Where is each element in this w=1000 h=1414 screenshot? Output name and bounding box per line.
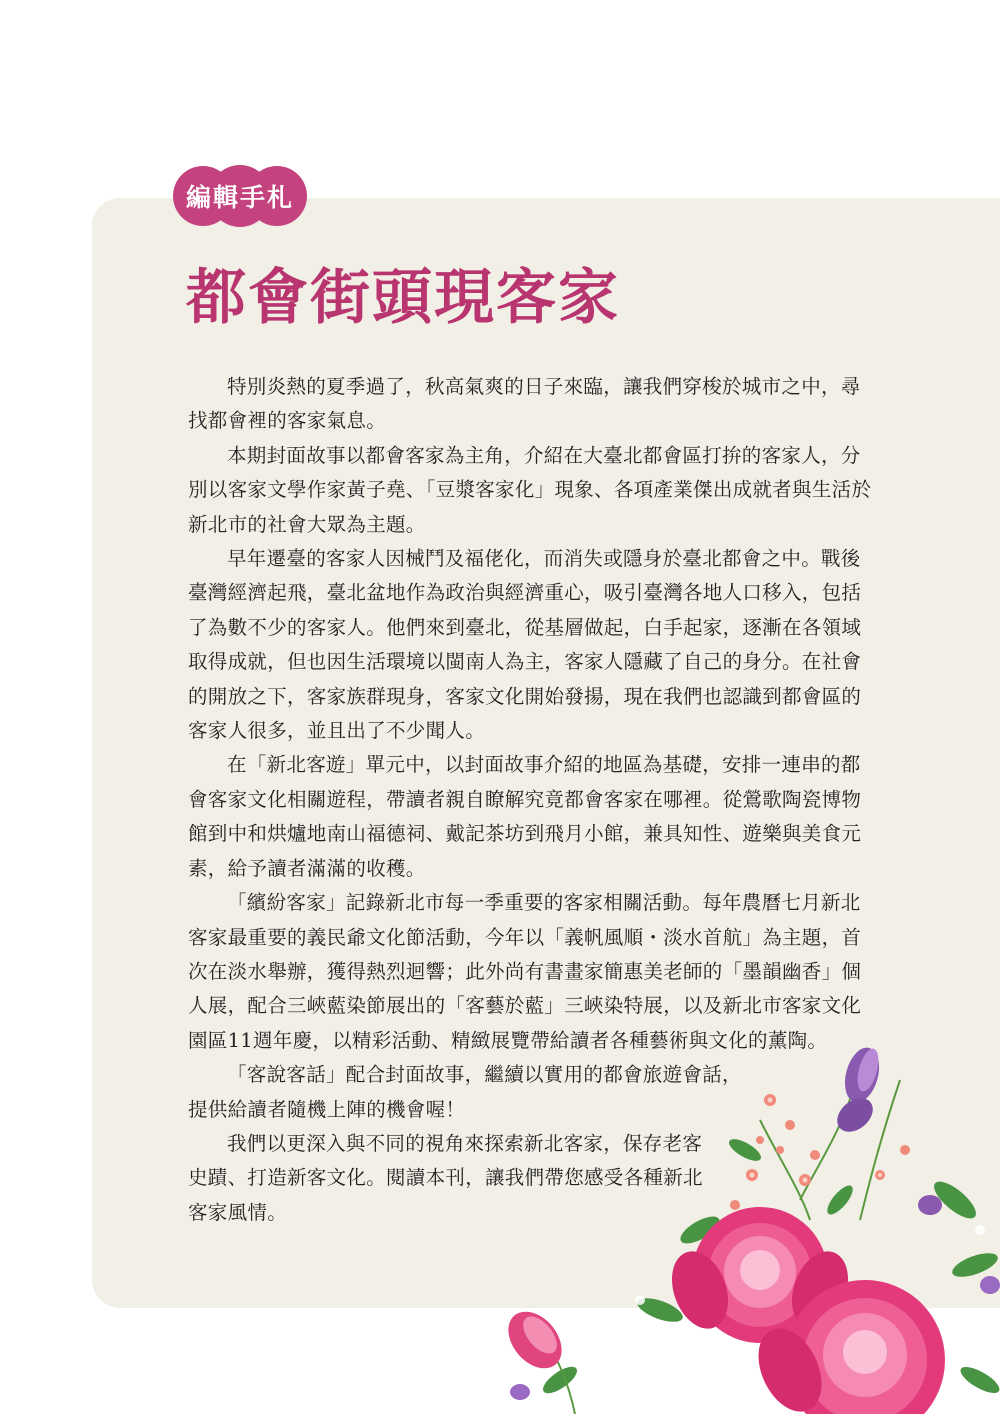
column-label: 編輯手札 <box>185 183 294 212</box>
paragraph: 「繽紛客家」記錄新北市每一季重要的客家相關活動。每年農曆七月新北客家最重要的義民爺文化節活動，今年以「義帆風順・淡水首航」為主題，首次在淡水舉辦，獲得熱烈迴響；此外尚有書畫家簡惠美老師的「墨韻幽香」個人展，配合三峽藍染節展出的「客藝於藍」三峽染特展，以及新北市客家文化園區11週年慶，以精彩活動、精緻展覽帶給讀者各種藝術與文化的薰陶。 <box>188 891 862 1052</box>
article-title: 都會街頭現客家 <box>186 263 620 333</box>
paragraph: 「客說客話」配合封面故事，繼續以實用的都會旅遊會話，提供給讀者隨機上陣的機會喔！ <box>188 1063 742 1121</box>
paragraph: 在「新北客遊」單元中，以封面故事介紹的地區為基礎，安排一連串的都會客家文化相關遊程，帶讀者親自瞭解究竟都會客家在哪裡。從鶯歌陶瓷博物館到中和烘爐地南山福德祠、戴記茶坊到飛月小館，兼具知性、遊樂與美食元素，給予讀者滿滿的收穫。 <box>188 753 862 880</box>
paragraph: 本期封面故事以都會客家為主角，介紹在大臺北都會區打拚的客家人，分別以客家文學作家黃子堯、「豆漿客家化」現象、各項產業傑出成就者與生活於新北市的社會大眾為主題。 <box>188 443 872 536</box>
paragraph: 我們以更深入與不同的視角來探索新北客家，保存老客史蹟、打造新客文化。閱讀本刊，讓我們帶您感受各種新北客家風情。 <box>188 1131 703 1224</box>
column-badge <box>173 163 307 229</box>
paragraph: 早年遷臺的客家人因械鬥及福佬化，而消失或隱身於臺北都會之中。戰後臺灣經濟起飛，臺北盆地作為政治與經濟重心，吸引臺灣各地人口移入，包括了為數不少的客家人。他們來到臺北，從基層做起，白手起家，逐漸在各領域取得成就，但也因生活環境以閩南人為主，客家人隱藏了自己的身分。在社會的開放之下，客家族群現身，客家文化開始發揚，現在我們也認識到都會區的客家人很多，並且出了不少聞人。 <box>188 547 862 743</box>
paragraph: 特別炎熱的夏季過了，秋高氣爽的日子來臨，讓我們穿梭於城市之中，尋找都會裡的客家氣息。 <box>188 375 861 433</box>
article-body <box>188 370 878 1230</box>
